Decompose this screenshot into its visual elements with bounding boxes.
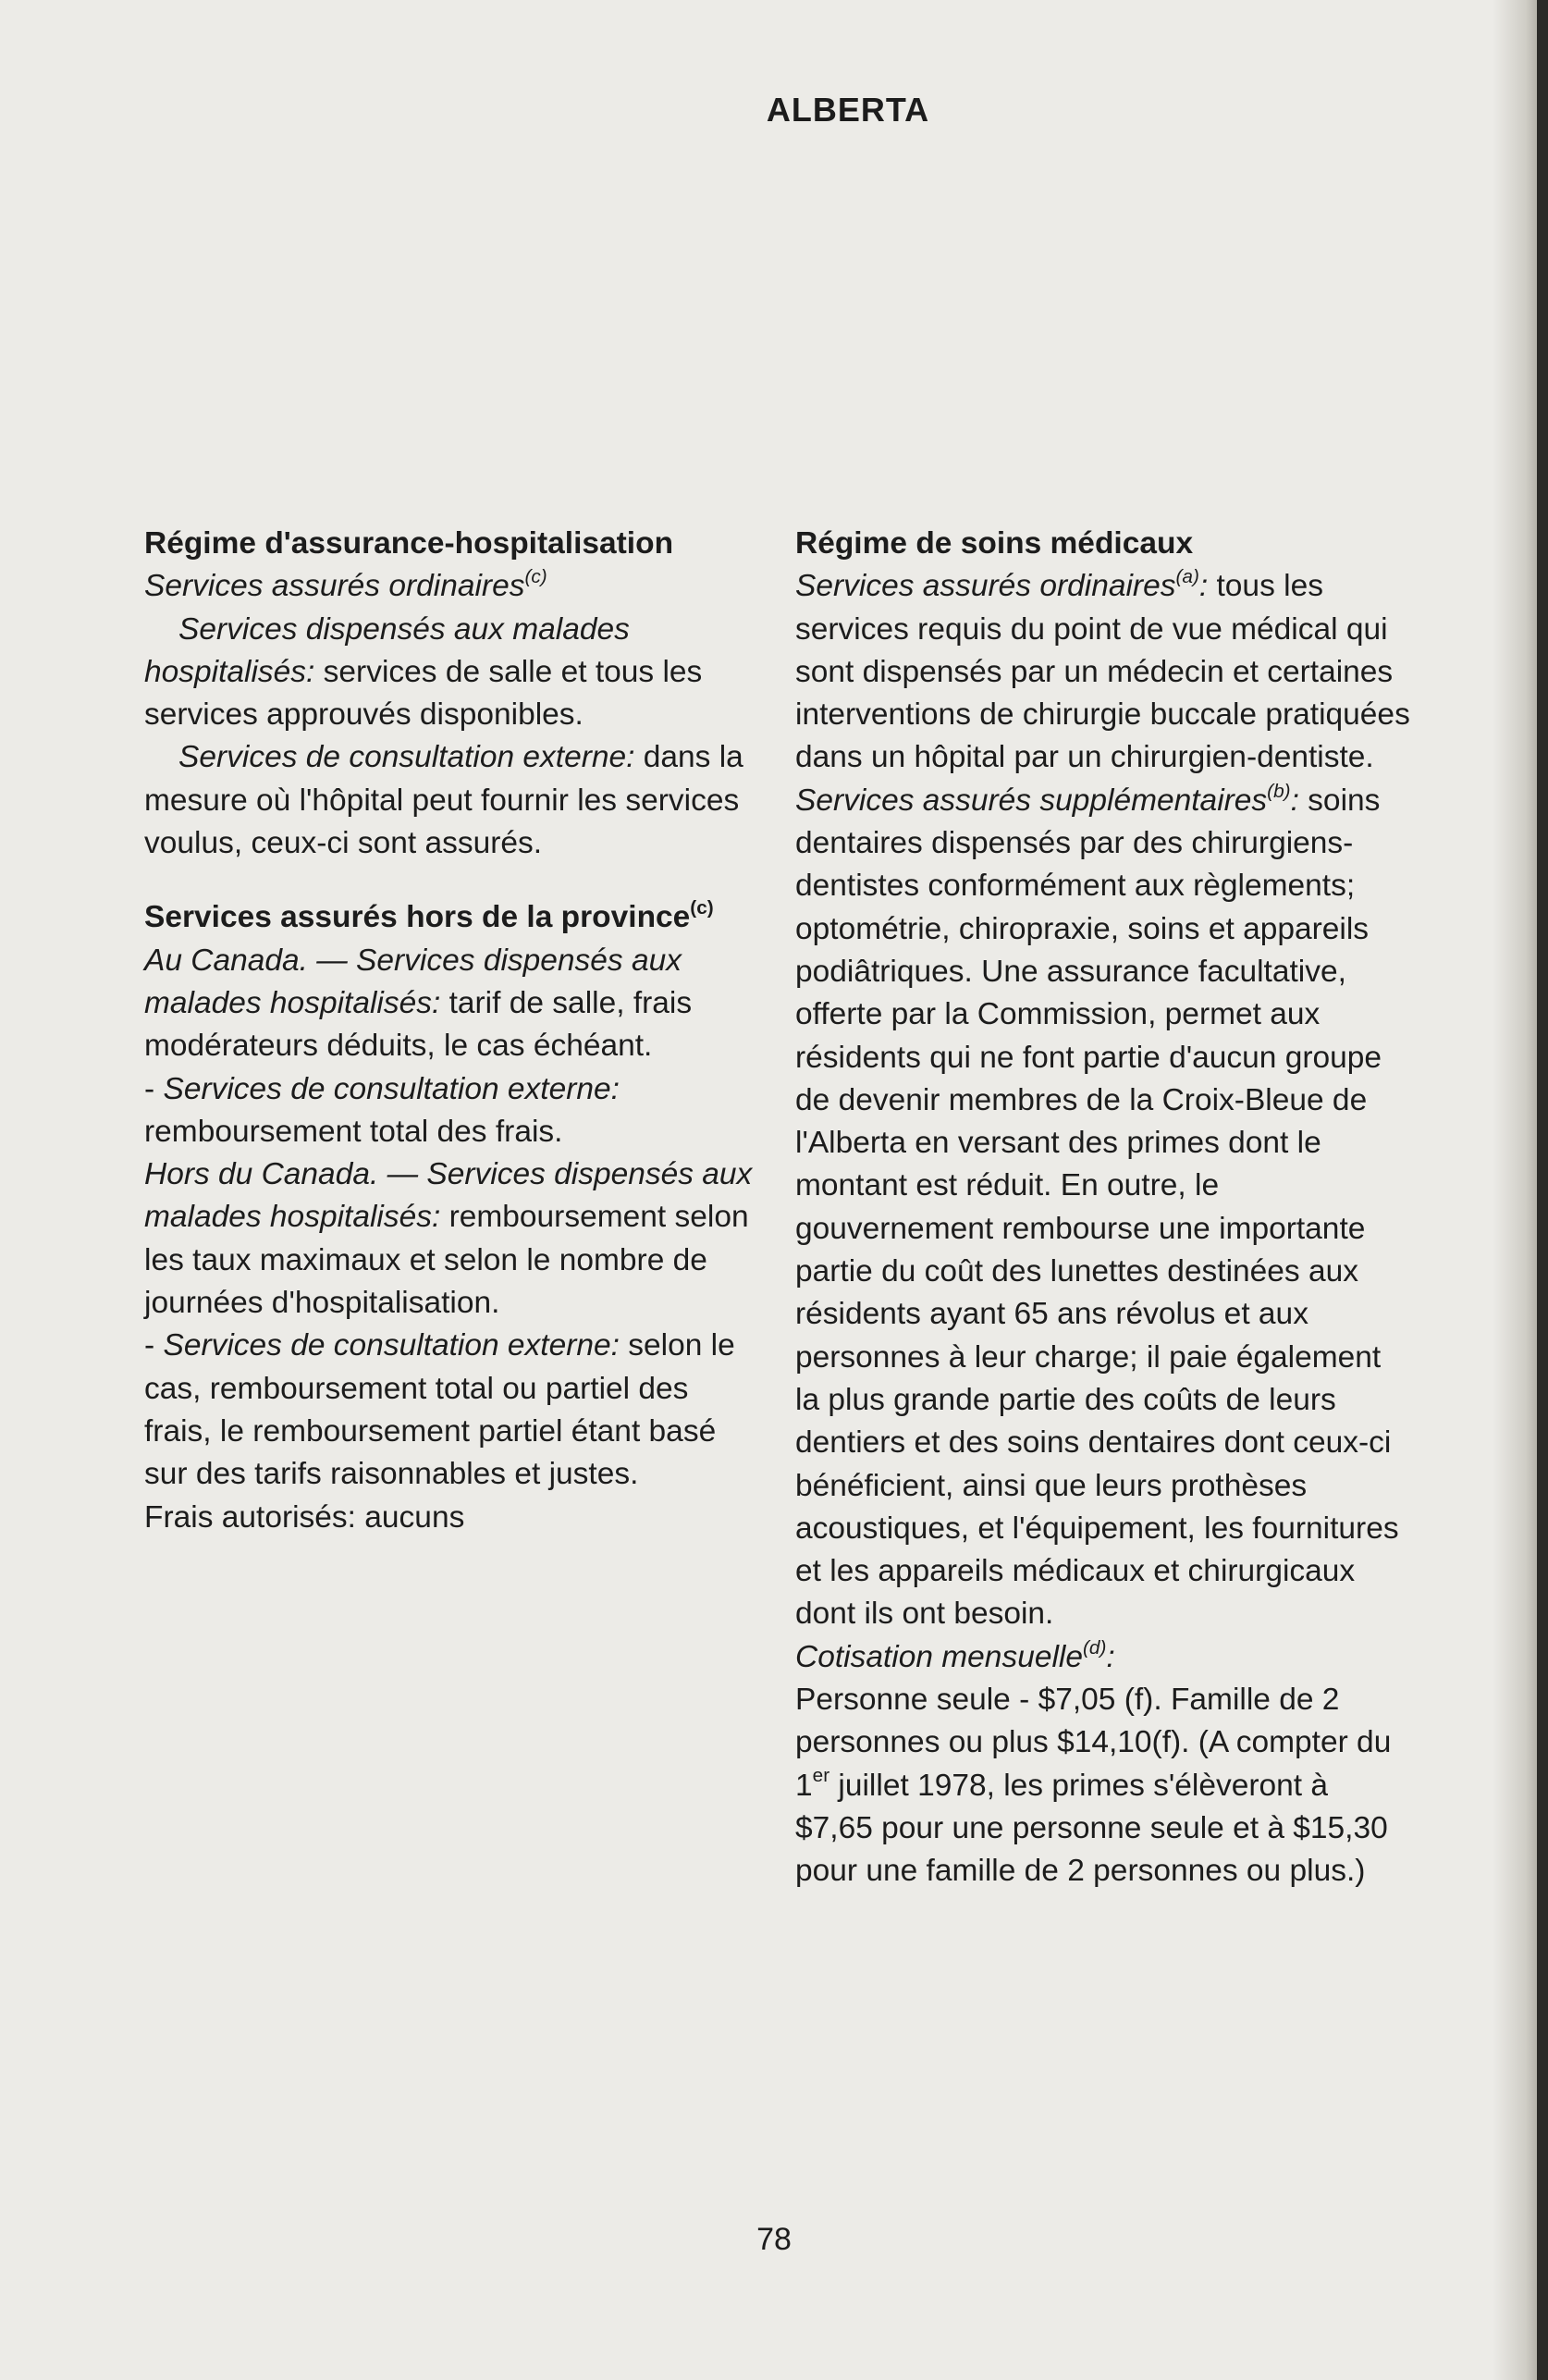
abroad-paragraph xyxy=(144,1153,755,1325)
colon: : xyxy=(1290,783,1299,818)
page-edge xyxy=(1537,0,1548,2380)
abroad-outpatient-label: Services de consultation externe: xyxy=(163,1328,620,1363)
out-of-province-heading-text: Services assurés hors de la province xyxy=(144,900,691,935)
in-canada-text: tarif de salle, frais modérateurs déduits, le cas échéant. xyxy=(144,985,693,1064)
ordinary-medical-label: Services assurés ordinaires xyxy=(795,569,1176,604)
left-column xyxy=(144,523,755,1539)
supplementary-text: soins dentaires dispensés par des chirurgiens-dentistes conformément aux règlements; optométrie, chiropraxie, soins et appareils podiâtriques. Une assurance facultative, offerte par la Commission, permet aux résidents qui ne font partie d'aucun groupe de devenir membres de la Croix-Bleue de l'Alberta en versant des primes dont le montant est réduit. En outre, le gouvernement rembourse une importante partie du coût des lunettes destinées aux résidents ayant 65 ans révolus et aux personnes à leur charge; il paie également la plus grande partie des coûts de leurs dentiers et des soins dentaires dont ceux-ci bénéficient, ainsi que leurs prothèses acoustiques, et l'équipement, les fournitures et les appareils médicaux et chirurgicaux dont ils ont besoin. xyxy=(795,783,1399,1632)
abroad-text: remboursement selon les taux maximaux et selon le nombre de journées d'hospitalisation. xyxy=(144,1200,749,1321)
colon: : xyxy=(1198,569,1209,604)
right-column xyxy=(795,523,1410,1893)
abroad-outpatient-text: selon le cas, remboursement total ou partiel des frais, le remboursement partiel étant basé sur des tarifs raisonnables et justes. xyxy=(144,1328,735,1492)
section-heading-hospital-insurance: Régime d'assurance-hospitalisation xyxy=(144,526,674,561)
ordinary-services-line xyxy=(144,565,755,608)
supplementary-label: Services assurés supplémentaires xyxy=(795,783,1268,818)
dash-prefix: - xyxy=(144,1071,164,1106)
section-heading-out-of-province xyxy=(144,896,755,939)
inpatient-text: services de salle et tous les services approuvés disponibles. xyxy=(144,654,703,733)
ordinary-medical-text: tous les services requis du point de vue médical qui sont dispensés par un médecin et certaines interventions de chirurgie buccale pratiquées dans un hôpital par un chirurgien-dentiste. xyxy=(795,569,1410,775)
inpatient-label: Services dispensés aux malades hospitalisés: xyxy=(144,611,630,689)
ordinary-medical-paragraph xyxy=(795,565,1410,779)
outpatient-paragraph xyxy=(144,736,755,865)
ordinary-services-label: Services assurés ordinaires xyxy=(144,569,525,604)
footnote-ref: (c) xyxy=(690,897,714,919)
in-canada-label: Au Canada. — Services dispensés aux malades hospitalisés: xyxy=(144,943,682,1020)
page-number: 78 xyxy=(756,2222,792,2257)
premium-text-part-2: juillet 1978, les primes s'élèveront à $7,65 pour une personne seule et à $15,30 pour une famille de 2 personnes ou plus.) xyxy=(795,1768,1388,1889)
footnote-ref: (d) xyxy=(1082,1636,1107,1659)
abroad-label: Hors du Canada. — Services dispensés aux malades hospitalisés: xyxy=(144,1157,753,1235)
in-canada-paragraph xyxy=(144,940,755,1068)
colon: : xyxy=(1106,1639,1115,1674)
footnote-ref: (c) xyxy=(524,566,547,588)
in-canada-outpatient-paragraph xyxy=(144,1068,755,1154)
outpatient-label: Services de consultation externe: xyxy=(178,740,635,775)
premium-text-part-1: Personne seule - $7,05 (f). Famille de 2 personnes ou plus $14,10(f). (A compter du 1 xyxy=(795,1683,1392,1803)
ordinal-superscript: er xyxy=(812,1765,830,1787)
footnote-ref: (b) xyxy=(1267,780,1291,802)
authorized-fees: Frais autorisés: aucuns xyxy=(144,1499,465,1535)
inpatient-paragraph xyxy=(144,609,755,737)
monthly-premium-heading xyxy=(795,1636,1410,1679)
abroad-outpatient-paragraph xyxy=(144,1325,755,1496)
dash-prefix: - xyxy=(144,1328,164,1363)
monthly-premium-text xyxy=(795,1679,1410,1893)
outpatient-text: dans la mesure où l'hôpital peut fournir les services voulus, ceux-ci sont assurés. xyxy=(144,740,743,861)
footnote-ref: (a) xyxy=(1175,566,1199,588)
page-title: ALBERTA xyxy=(766,91,930,129)
in-canada-outpatient-label: Services de consultation externe: xyxy=(163,1071,620,1106)
monthly-premium-label: Cotisation mensuelle xyxy=(795,1639,1083,1674)
section-heading-medical-care: Régime de soins médicaux xyxy=(795,526,1194,561)
supplementary-paragraph xyxy=(795,780,1410,1636)
in-canada-outpatient-text: remboursement total des frais. xyxy=(144,1114,563,1149)
